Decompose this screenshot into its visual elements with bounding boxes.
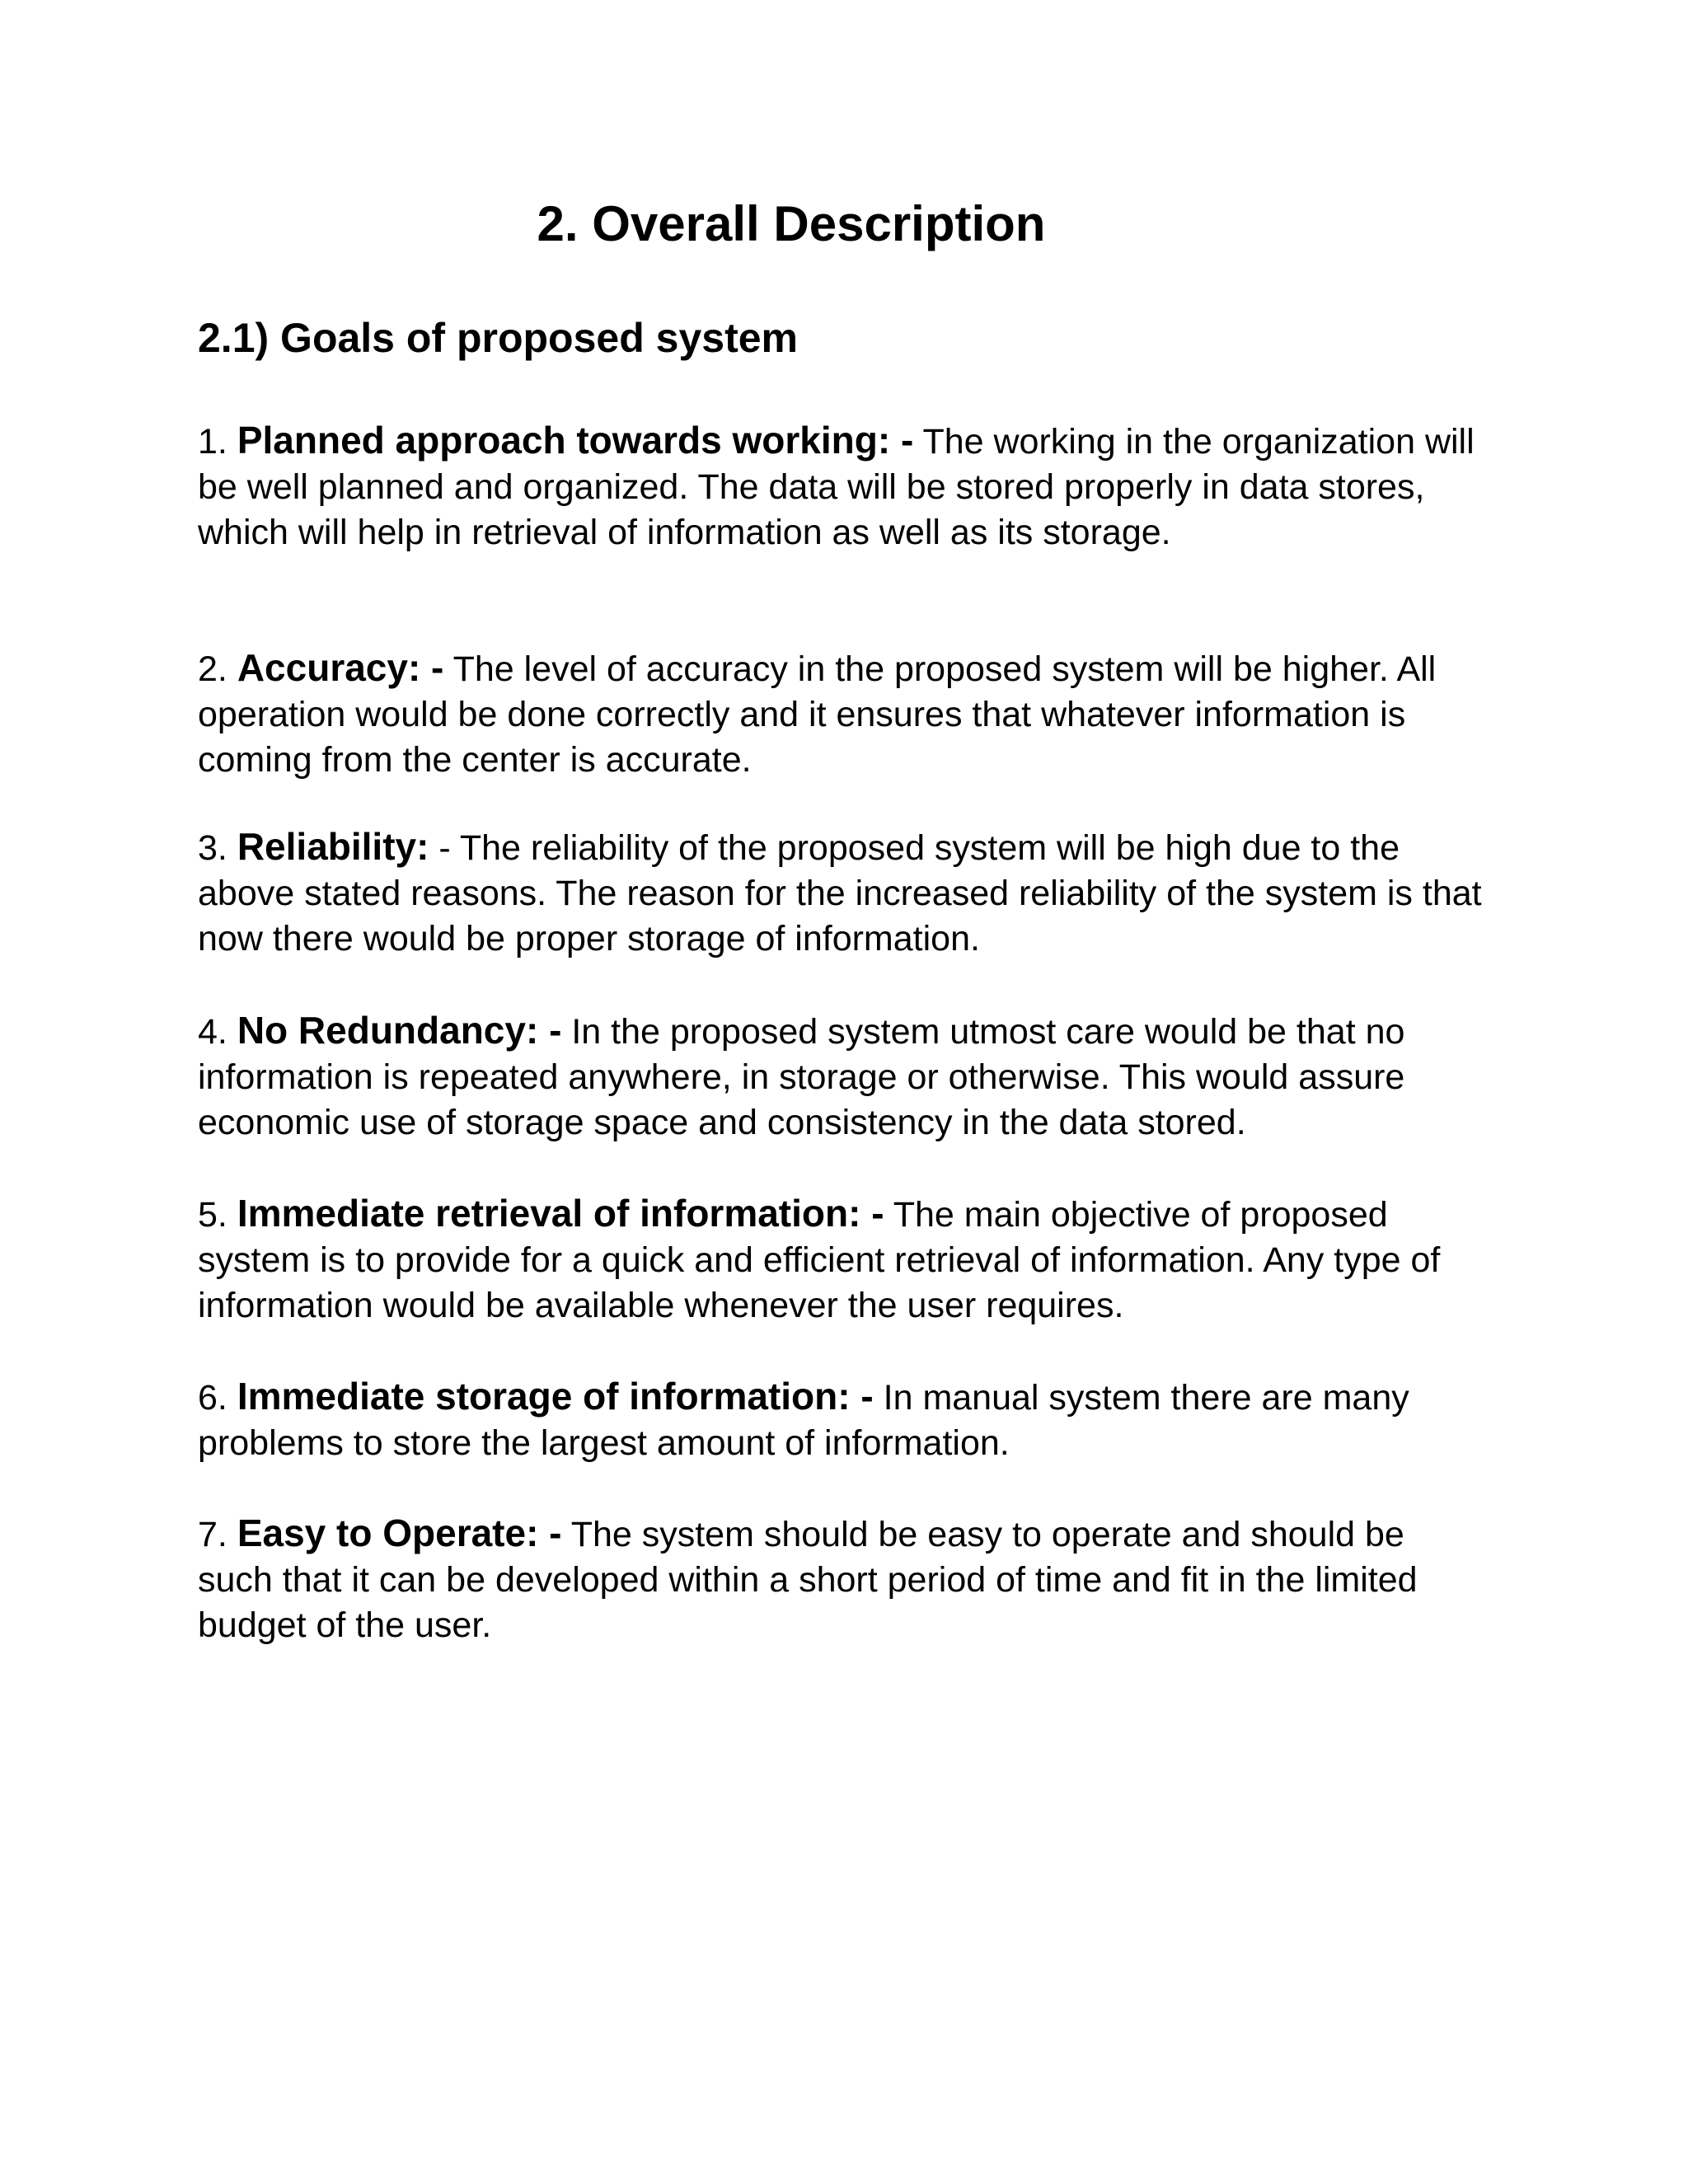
goal-term: Immediate retrieval of information: - [237,1192,884,1235]
goal-item-accuracy [198,645,1484,783]
goal-number: 1. [198,422,227,462]
goal-number: 7. [198,1515,227,1554]
goal-text: The main objective of proposed system is to provide for a quick and efficient retrieval of information. Any type of information would be available whenever the user requires. [198,1195,1441,1325]
goal-term: Reliability: [237,825,429,868]
page-title: 2. Overall Description [537,196,1046,251]
goal-term: Easy to Operate: - [237,1511,562,1554]
goal-number: 3. [198,828,227,868]
section-heading: 2.1) Goals of proposed system [198,315,798,361]
goal-text: The level of accuracy in the proposed system will be higher. All operation would be done correctly and it ensures that whatever information is coming from the center is accurate. [198,649,1437,780]
goal-text: In the proposed system utmost care would be that no information is repeated anywhere, in storage or otherwise. This would assure economic use of storage space and consistency in the data stored. [198,1012,1405,1142]
goal-number: 6. [198,1378,227,1418]
goal-term: No Redundancy: - [237,1009,562,1052]
goal-item-planned-approach [198,418,1484,555]
goal-number: 5. [198,1195,227,1235]
goal-item-no-redundancy [198,1008,1484,1146]
goal-item-immediate-retrieval [198,1191,1484,1329]
goal-text: - The reliability of the proposed system will be high due to the above stated reasons. The reason for the increased reliability of the system is that now there would be proper storage of information. [198,828,1482,958]
goal-item-easy-to-operate [198,1511,1484,1648]
goal-text: In manual system there are many problems to store the largest amount of information. [198,1378,1409,1463]
goal-term: Immediate storage of information: - [237,1375,874,1418]
goal-number: 2. [198,649,227,689]
goal-item-immediate-storage [198,1374,1484,1466]
goal-text: The system should be easy to operate and should be such that it can be developed within a short period of time and fit in the limited budget of the user. [198,1515,1418,1645]
goal-text: The working in the organization will be well planned and organized. The data will be stored properly in data stores, which will help in retrieval of information as well as its storage. [198,422,1475,552]
goal-item-reliability [198,824,1484,962]
goal-number: 4. [198,1012,227,1052]
goal-term: Planned approach towards working: - [237,419,914,462]
goal-term: Accuracy: - [237,646,444,689]
